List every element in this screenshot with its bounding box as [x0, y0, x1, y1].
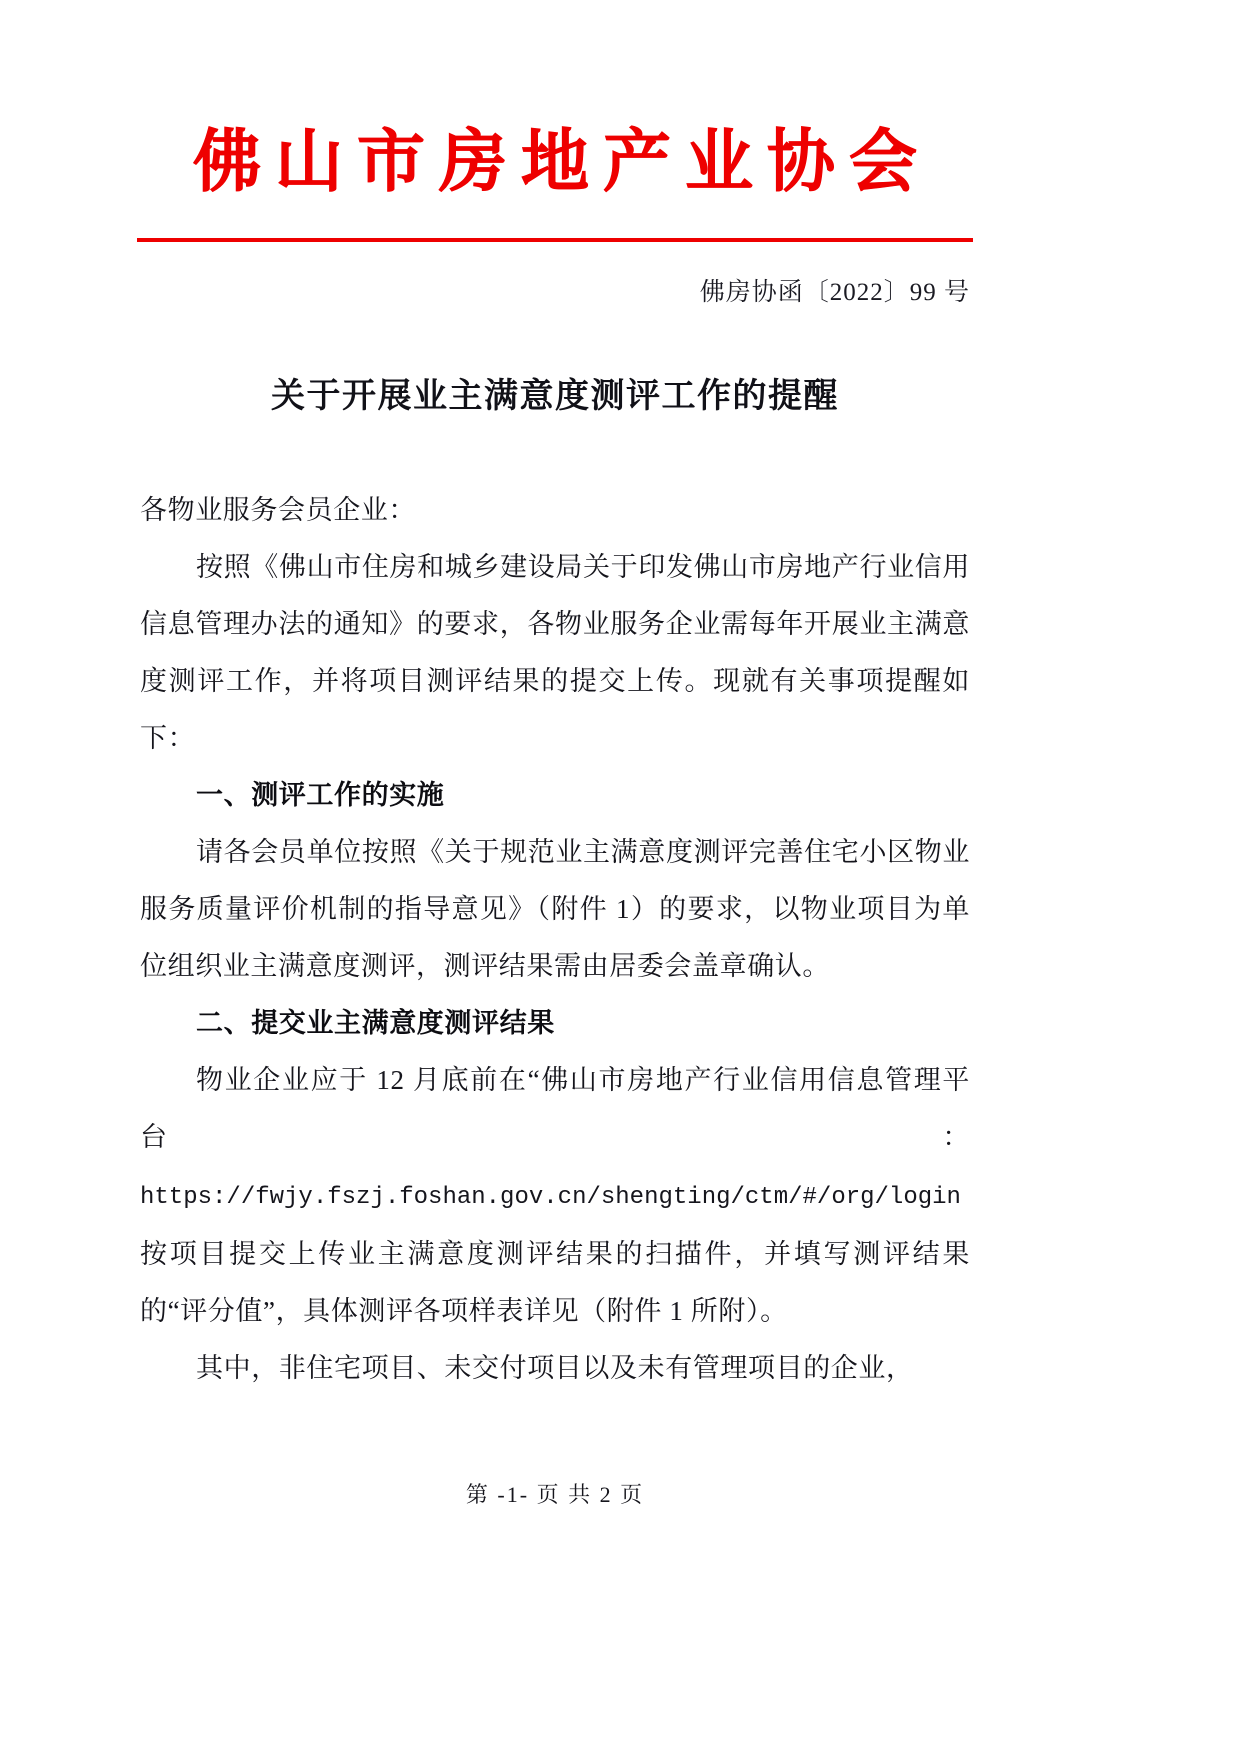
section-two-paragraph [140, 1052, 970, 1340]
document-number: 佛房协函〔2022〕99 号 [699, 279, 970, 306]
document-body [140, 482, 970, 1397]
issuing-organization-title: 佛山市房地产业协会 [192, 124, 931, 200]
section-heading-one: 一、测评工作的实施 [196, 780, 445, 810]
section-heading-two: 二、提交业主满意度测评结果 [196, 1008, 555, 1038]
section-two-text-before-url: 物业企业应于 12 月底前在“佛山市房地产行业信用信息管理平台： [140, 1065, 970, 1152]
masthead [140, 124, 970, 200]
section-one-paragraph: 请各会员单位按照《关于规范业主满意度测评完善住宅小区物业服务质量评价机制的指导意见》（附件 1）的要求，以物业项目为单位组织业主满意度测评，测评结果需由居委会盖章确认。 [140, 837, 970, 981]
page-content-area [140, 0, 970, 1754]
page-footer-marker: 第 -1- 页 共 2 页 [465, 1482, 645, 1507]
page-title: 关于开展业主满意度测评工作的提醒 [271, 377, 839, 415]
section-two-text-after-url: 按项目提交上传业主满意度测评结果的扫描件，并填写测评结果的“评分值”，具体测评各项样表详见（附件 1 所附）。 [140, 1239, 970, 1326]
platform-url-link[interactable]: https://fwjy.fszj.foshan.gov.cn/shengting/ctm/#/org/login [140, 1184, 961, 1211]
masthead-red-rule [137, 238, 973, 242]
intro-paragraph: 按照《佛山市住房和城乡建设局关于印发佛山市房地产行业信用信息管理办法的通知》的要求，各物业服务企业需每年开展业主满意度测评工作，并将项目测评结果的提交上传。现就有关事项提醒如下： [140, 552, 970, 753]
section-two-continued-paragraph: 其中，非住宅项目、未交付项目以及未有管理项目的企业， [196, 1353, 914, 1383]
salutation: 各物业服务会员企业： [140, 495, 416, 525]
